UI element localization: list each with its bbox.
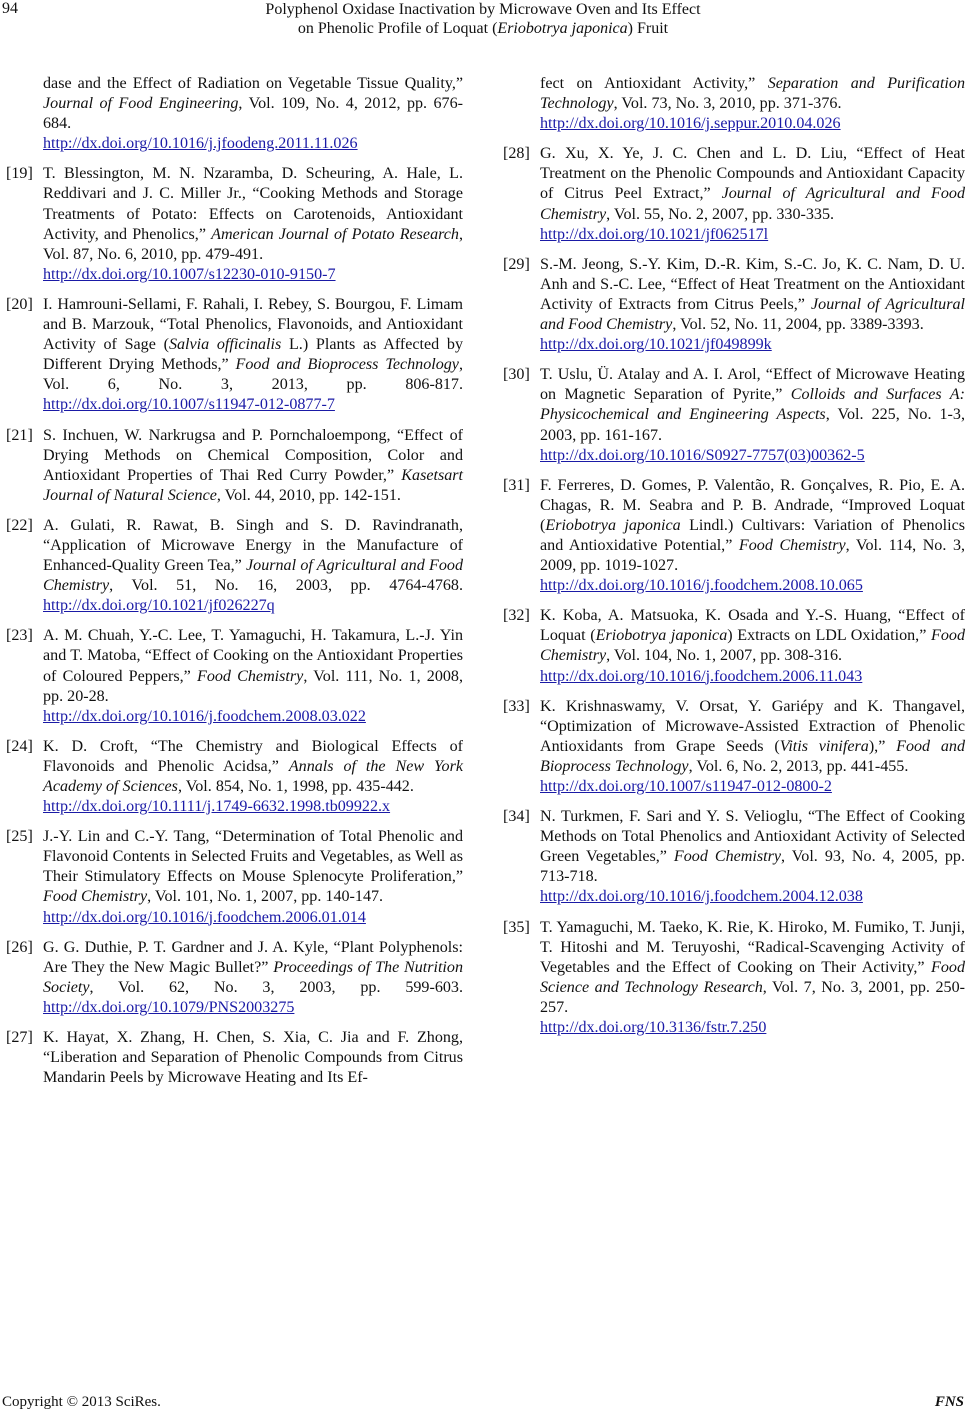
reference-entry: [503, 144, 965, 244]
reference-number: [24]: [6, 737, 33, 755]
reference-number: [33]: [503, 697, 530, 715]
reference-text: F. Ferreres, D. Gomes, P. Valentão, R. Gonçalves, R. Pio, E. A. Chagas, R. M. Seabra and P. B. Andrade, “Improved Loquat (Eriobotrya japonica Lindl.) Cultivars: Variation of Phenolics and Antioxidative Potential,” Food Chemistry, Vol. 114, No. 3, 2009, pp. 1019-1027. http://dx.doi.org/10.1016/j.foodchem.2008.10.065: [540, 476, 965, 597]
references-right-column: [503, 74, 965, 1048]
running-title: [0, 0, 966, 38]
reference-text: T. Blessington, M. N. Nzaramba, D. Scheuring, A. Hale, L. Reddivari and J. C. Miller Jr., “Cooking Methods and Storage Treatments of Potato: Effects on Carotenoids, Antioxidant Activity, and Phenolics,” American Journal of Potato Research, Vol. 87, No. 6, 2010, pp. 479-491. http://dx.doi.org/10.1007/s12230-010-9150-7: [43, 164, 463, 285]
reference-number: [23]: [6, 627, 33, 645]
reference-number: [35]: [503, 918, 530, 936]
running-title-line1: Polyphenol Oxidase Inactivation by Microwave Oven and Its Effect: [265, 1, 701, 18]
reference-text: S. Inchuen, W. Narkrugsa and P. Pornchaloempong, “Effect of Drying Methods on Chemical Composition, Color and Antioxidant Properties of Thai Red Curry Powder,” Kasetsart Journal of Natural Science, Vol. 44, 2010, pp. 142-151.: [43, 426, 463, 504]
page-number: 94: [2, 0, 18, 17]
doi-link[interactable]: http://dx.doi.org/10.1007/s11947-012-0877-7: [43, 396, 335, 414]
reference-continuation: [503, 74, 965, 134]
reference-text: T. Yamaguchi, M. Taeko, K. Rie, K. Hiroko, M. Fumiko, T. Junji, T. Hitoshi and M. Teruyoshi, “Radical-Scavenging Activity of Vegetables and the Effect of Cooking on Their Activity,” Food Science and Technology Research, Vol. 7, No. 3, 2001, pp. 250-257. http://dx.doi.org/10.3136/fstr.7.250: [540, 918, 965, 1039]
doi-link[interactable]: http://dx.doi.org/10.1016/j.foodchem.2004.12.038: [540, 888, 863, 906]
reference-number: [25]: [6, 828, 33, 846]
doi-link[interactable]: http://dx.doi.org/10.1007/s12230-010-9150-7: [43, 265, 336, 283]
reference-text: A. M. Chuah, Y.-C. Lee, T. Yamaguchi, H. Takamura, L.-J. Yin and T. Matoba, “Effect of Cooking on the Antioxidant Properties of Coloured Peppers,” Food Chemistry, Vol. 111, No. 1, 2008, pp. 20-28. http://dx.doi.org/10.1016/j.foodchem.2008.03.022: [43, 626, 463, 726]
reference-text: K. D. Croft, “The Chemistry and Biological Effects of Flavonoids and Phenolic Acidsa,” Annals of the New York Academy of Sciences, Vol. 854, No. 1, 1998, pp. 435-442. http://dx.doi.org/10.1111/j.1749-6632.1998.tb09922.x: [43, 737, 463, 817]
reference-number: [32]: [503, 607, 530, 625]
reference-entry: [6, 516, 463, 616]
doi-link[interactable]: http://dx.doi.org/10.1007/s11947-012-0800-2: [540, 778, 832, 795]
reference-number: [31]: [503, 476, 530, 494]
doi-link[interactable]: http://dx.doi.org/10.1016/j.jfoodeng.2011.11.026: [43, 135, 358, 153]
reference-text: K. Hayat, X. Zhang, H. Chen, S. Xia, C. Jia and F. Zhong, “Liberation and Separation of Phenolic Compounds from Citrus Mandarin Peels by Microwave Heating and Its Ef-: [43, 1029, 463, 1087]
reference-number: [27]: [6, 1029, 33, 1047]
reference-number: [22]: [6, 516, 33, 534]
doi-link[interactable]: http://dx.doi.org/10.1111/j.1749-6632.1998.tb09922.x: [43, 798, 391, 816]
reference-number: [20]: [6, 295, 33, 313]
reference-number: [21]: [6, 426, 33, 444]
reference-text: I. Hamrouni-Sellami, F. Rahali, I. Rebey, S. Bourgou, F. Limam and B. Marzouk, “Total Phenolics, Flavonoids, and Antioxidant Activity of Sage (Salvia officinalis L.) Plants as Affected by Different Drying Methods,” Food and Bioprocess Technology, Vol. 6, No. 3, 2013, pp. 806-817. http://dx.doi.org/10.1007/s11947-012-0877-7: [43, 295, 463, 414]
references-left-column: [6, 74, 463, 1098]
reference-entry: [6, 737, 463, 817]
reference-entry: [6, 827, 463, 927]
reference-text: G. Xu, X. Ye, J. C. Chen and L. D. Liu, “Effect of Heat Treatment on the Phenolic Compounds and Antioxidant Capacity of Citrus Peel Extract,” Journal of Agricultural and Food Chemistry, Vol. 55, No. 2, 2007, pp. 330-335. http://dx.doi.org/10.1021/jf062517l: [540, 144, 965, 244]
reference-text: J.-Y. Lin and C.-Y. Tang, “Determination of Total Phenolic and Flavonoid Contents in Selected Fruits and Vegetables, as Well as Their Stimulatory Effects on Mouse Splenocyte Proliferation,” Food Chemistry, Vol. 101, No. 1, 2007, pp. 140-147. http://dx.doi.org/10.1016/j.foodchem.2006.01.014: [43, 827, 463, 927]
doi-link[interactable]: http://dx.doi.org/10.1016/j.foodchem.2006.11.043: [540, 667, 863, 685]
reference-entry: [503, 365, 965, 465]
reference-entry: [503, 918, 965, 1039]
reference-text: G. G. Duthie, P. T. Gardner and J. A. Kyle, “Plant Polyphenols: Are They the New Magic Bullet?” Proceedings of The Nutrition Society, Vol. 62, No. 3, 2003, pp. 599-603. http://dx.doi.org/10.1079/PNS2003275: [43, 938, 463, 1016]
reference-continuation: [6, 74, 463, 154]
reference-text: K. Krishnaswamy, V. Orsat, Y. Gariépy and K. Thangavel, “Optimization of Microwave-Assisted Extraction of Phenolic Antioxidants from Grape Seeds (Vitis vinifera),” Food and Bioprocess Technology, Vol. 6, No. 2, 2013, pp. 441-455. http://dx.doi.org/10.1007/s11947-012-0800-2: [540, 697, 965, 797]
reference-number: [34]: [503, 808, 530, 826]
doi-link[interactable]: http://dx.doi.org/10.1079/PNS2003275: [43, 998, 295, 1016]
reference-text: A. Gulati, R. Rawat, B. Singh and S. D. Ravindranath, “Application of Microwave Energy in the Manufacture of Enhanced-Quality Green Tea,” Journal of Agricultural and Food Chemistry, Vol. 51, No. 16, 2003, pp. 4764-4768. http://dx.doi.org/10.1021/jf026227q: [43, 516, 463, 615]
reference-entry: [503, 476, 965, 597]
reference-text: dase and the Effect of Radiation on Vegetable Tissue Quality,” Journal of Food Engineering, Vol. 109, No. 4, 2012, pp. 676-684. http://dx.doi.org/10.1016/j.jfoodeng.2011.11.026: [43, 74, 463, 154]
reference-entry: [503, 697, 965, 797]
running-title-line2: on Phenolic Profile of Loquat (Eriobotrya japonica) Fruit: [297, 20, 669, 37]
reference-entry: [6, 938, 463, 1018]
doi-link[interactable]: http://dx.doi.org/10.1016/j.foodchem.2008.10.065: [540, 577, 863, 595]
reference-entry: [503, 255, 965, 355]
reference-entry: [6, 426, 463, 506]
reference-text: N. Turkmen, F. Sari and Y. S. Velioglu, “The Effect of Cooking Methods on Total Phenolics and Antioxidant Activity of Selected Green Vegetables,” Food Chemistry, Vol. 93, No. 4, 2005, pp. 713-718. http://dx.doi.org/10.1016/j.foodchem.2004.12.038: [540, 807, 965, 907]
page-header: [0, 0, 966, 44]
doi-link[interactable]: http://dx.doi.org/10.1021/jf062517l: [540, 225, 769, 243]
reference-number: [29]: [503, 255, 530, 273]
reference-text: fect on Antioxidant Activity,” Separation and Purification Technology, Vol. 73, No. 3, 2010, pp. 371-376. http://dx.doi.org/10.1016/j.seppur.2010.04.026: [540, 74, 965, 134]
page-footer: [0, 1394, 966, 1414]
doi-link[interactable]: http://dx.doi.org/10.1016/S0927-7757(03)00362-5: [540, 446, 865, 464]
doi-link[interactable]: http://dx.doi.org/10.1016/j.foodchem.2006.01.014: [43, 908, 366, 926]
doi-link[interactable]: http://dx.doi.org/10.1021/jf026227q: [43, 597, 275, 615]
copyright-notice: Copyright © 2013 SciRes.: [2, 1394, 161, 1410]
reference-text: K. Koba, A. Matsuoka, K. Osada and Y.-S. Huang, “Effect of Loquat (Eriobotrya japonica) Extracts on LDL Oxidation,” Food Chemistry, Vol. 104, No. 1, 2007, pp. 308-316. http://dx.doi.org/10.1016/j.foodchem.2006.11.043: [540, 606, 965, 686]
journal-abbreviation: FNS: [934, 1394, 964, 1410]
reference-entry: [503, 606, 965, 686]
doi-link[interactable]: http://dx.doi.org/10.1021/jf049899k: [540, 336, 772, 354]
reference-text: T. Uslu, Ü. Atalay and A. I. Arol, “Effect of Microwave Heating on Magnetic Separation of Pyrite,” Colloids and Surfaces A: Physicochemical and Engineering Aspects, Vol. 225, No. 1-3, 2003, pp. 161-167. http://dx.doi.org/10.1016/S0927-7757(03)00362-5: [540, 365, 965, 465]
doi-link[interactable]: http://dx.doi.org/10.1016/j.seppur.2010.04.026: [540, 115, 841, 133]
reference-text: S.-M. Jeong, S.-Y. Kim, D.-R. Kim, S.-C. Jo, K. C. Nam, D. U. Anh and S.-C. Lee, “Effect of Heat Treatment on the Antioxidant Activity of Extracts from Citrus Peels,” Journal of Agricultural and Food Chemistry, Vol. 52, No. 11, 2004, pp. 3389-3393. http://dx.doi.org/10.1021/jf049899k: [540, 255, 965, 355]
reference-entry: [6, 626, 463, 726]
reference-entry: [503, 807, 965, 907]
reference-entry: [6, 1028, 463, 1088]
doi-link[interactable]: http://dx.doi.org/10.3136/fstr.7.250: [540, 1019, 767, 1037]
reference-number: [28]: [503, 145, 530, 163]
reference-entry: [6, 164, 463, 285]
reference-number: [30]: [503, 366, 530, 384]
reference-number: [19]: [6, 165, 33, 183]
reference-number: [26]: [6, 938, 33, 956]
doi-link[interactable]: http://dx.doi.org/10.1016/j.foodchem.2008.03.022: [43, 707, 366, 725]
reference-entry: [6, 295, 463, 416]
